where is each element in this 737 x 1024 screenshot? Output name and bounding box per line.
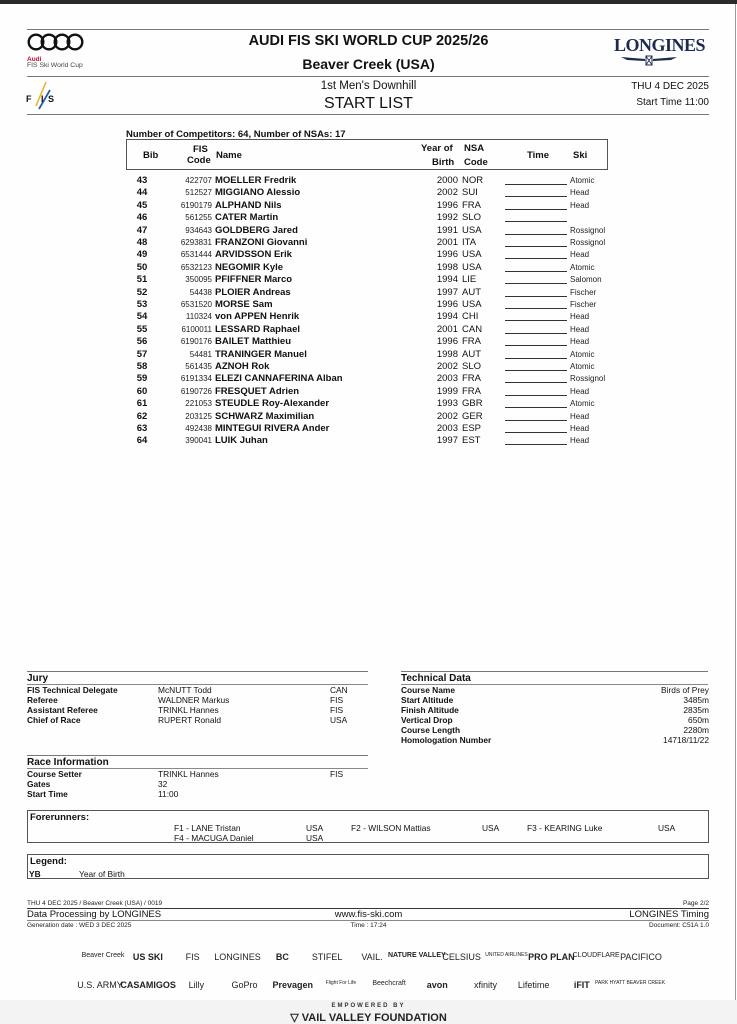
jury-member-name: WALDNER Markus [158,695,230,705]
race-info-nation: FIS [330,769,344,779]
fis-code-cell: 6190176 [180,337,212,347]
year-of-birth-cell: 2003 [436,423,458,434]
fis-code-cell: 203125 [185,411,212,421]
ski-brand-cell: Head [570,250,590,260]
nsa-code-cell: SLO [462,212,482,224]
year-of-birth-cell: 1996 [436,249,458,261]
race-info-value: 32 [158,779,168,789]
time-blank-line [505,386,567,396]
table-row [0,435,737,447]
ski-brand-cell: Head [570,188,590,198]
name-cell: MORSE Sam [215,299,273,310]
jury-member-name: RUPERT Ronald [158,715,221,725]
vvf-label: VAIL VALLEY FOUNDATION [301,1012,447,1024]
jury-nation: USA [330,715,348,725]
footer-timing: LONGINES Timing [629,909,709,920]
table-row [0,361,737,373]
fis-code-cell: 6532123 [180,262,212,272]
nsa-code-cell: ITA [462,237,477,248]
jury-role: Chief of Race [27,715,81,725]
event-date: THU 4 DEC 2025 [631,81,709,92]
ski-brand-cell: Atomic [570,349,595,359]
footer-document: Document: C51A 1.0 [649,922,709,929]
nsa-code-cell: SLO [462,361,482,372]
name-cell: ARVIDSSON Erik [215,249,292,261]
vvf-mark-icon: ▽ [290,1012,299,1024]
year-of-birth-cell: 1998 [436,348,458,360]
sponsor-logo: Lifetime [517,980,550,990]
legend-title: Legend: [30,856,67,867]
table-header [126,139,608,170]
header-yob-1: Year of [421,143,453,154]
technical-value: 3485m [683,695,709,705]
time-blank-line [505,324,567,334]
name-cell: AZNOH Rok [215,361,270,372]
jury-nation: FIS [330,705,344,715]
fis-code-cell: 6191334 [180,374,212,384]
ski-brand-cell: Head [570,436,590,446]
time-blank-line [505,411,567,421]
name-cell: MINTEGUI RIVERA Ander [215,423,330,434]
ski-brand-cell: Head [570,386,590,396]
name-cell: PLOIER Andreas [215,286,291,298]
nsa-code-cell: USA [462,261,482,273]
bib-cell: 50 [136,261,148,273]
empowered-by-label: EMPOWERED BY [331,1003,406,1009]
bib-cell: 52 [136,286,148,298]
bib-cell: 63 [136,423,148,434]
sponsor-logo: Flight For Life [325,980,357,986]
sponsor-logo: GoPro [231,980,258,990]
name-cell: STEUDLE Roy-Alexander [215,398,330,410]
forerunner-1-nation: USA [306,823,324,833]
ski-brand-cell: Head [570,200,590,210]
technical-value: Birds of Prey [661,685,709,695]
technical-value: 2280m [683,725,709,735]
nsa-code-cell: CHI [462,311,479,323]
jury-top-rule [27,671,368,672]
bib-cell: 57 [136,348,148,360]
time-blank-line [505,361,567,371]
nsa-code-cell: AUT [462,348,481,360]
window-top-bar [0,0,737,4]
year-of-birth-cell: 1994 [436,274,458,286]
technical-label: Homologation Number [401,735,492,745]
time-blank-line [505,349,567,359]
sponsor-logo: CASAMIGOS [120,980,176,990]
table-row [0,349,737,361]
sponsor-logo: PACIFICO [620,952,662,962]
ski-brand-cell: Atomic [570,262,595,272]
bib-cell: 55 [136,323,148,335]
table-row [0,423,737,435]
race-info-top-rule [27,755,368,756]
table-row [0,311,737,323]
race-info-value: TRINKL Hannes [158,769,219,779]
sponsor-logo: Beaver Creek [81,952,125,959]
sponsor-logo: PRO PLAN [528,952,575,962]
jury-nation: FIS [330,695,344,705]
footer-doc-ref: THU 4 DEC 2025 / Beaver Creek (USA) / 0019 [27,900,163,907]
competitors-summary: Number of Competitors: 64, Number of NSAs: 17 [126,129,346,140]
nsa-code-cell: FRA [462,385,481,397]
event-name: 1st Men's Downhill [320,80,417,92]
table-row [0,237,737,249]
nsa-code-cell: USA [462,249,482,261]
sponsor-logo: iFIT [573,980,590,990]
time-blank-line [505,212,567,222]
sponsor-logo: PARK HYATT BEAVER CREEK [594,980,666,986]
table-row [0,274,737,286]
technical-label: Course Name [401,685,455,695]
sponsor-logo: VAIL. [361,952,383,962]
bib-cell: 48 [136,237,148,248]
document-type: START LIST [324,95,413,112]
sponsor-logo: NATURE VALLEY [387,952,446,959]
table-row [0,336,737,348]
audi-brand-label: Audi [27,56,42,63]
fis-code-cell: 934643 [185,225,212,235]
sponsor-logo: Beechcraft [372,980,406,987]
header-yob-2: Birth [432,157,455,168]
time-blank-line [505,299,567,309]
header-ski: Ski [573,150,588,161]
bib-cell: 64 [136,435,148,447]
longines-logo: LONGINES [613,35,705,55]
name-cell: MIGGIANO Alessio [215,187,301,199]
technical-label: Vertical Drop [401,715,453,725]
nsa-code-cell: GBR [462,398,483,410]
year-of-birth-cell: 1998 [436,261,458,273]
fis-code-cell: 422707 [185,176,212,185]
year-of-birth-cell: 2002 [436,410,458,422]
bib-cell: 43 [136,175,148,186]
nsa-code-cell: USA [462,299,482,310]
technical-value: 14718/11/22 [663,735,709,745]
legend-abbr: YB [29,869,41,879]
footer-website-link[interactable]: www.fis-ski.com [334,909,403,920]
time-blank-line [505,287,567,297]
year-of-birth-cell: 2000 [436,175,458,186]
name-cell: LESSARD Raphael [215,323,300,335]
time-blank-line [505,187,567,197]
year-of-birth-cell: 1992 [436,212,458,224]
technical-value: 650m [688,715,709,725]
table-row [0,225,737,237]
table-row [0,287,737,299]
fis-code-cell: 221053 [185,399,212,409]
header-time: Time [527,150,550,161]
time-blank-line [505,398,567,408]
forerunner-3: F3 - KEARING Luke [527,823,603,833]
jury-title: Jury [27,673,49,684]
header-nsa-2: Code [464,157,488,168]
year-of-birth-cell: 1994 [436,311,458,323]
svg-text:F: F [26,94,32,104]
header-fis-code-1: FIS [193,144,208,155]
table-row [0,200,737,212]
name-cell: PFIFFNER Marco [215,274,293,286]
footer-page: Page 2/2 [682,900,709,907]
page-right-edge [735,4,736,1024]
header-bib: Bib [143,150,159,161]
sponsor-logo: BC [275,952,289,962]
time-blank-line [505,175,567,185]
bib-cell: 44 [136,187,148,199]
name-cell: FRESQUET Adrien [215,385,300,397]
ski-brand-cell: Rossignol [570,225,606,235]
fis-code-cell: 6531444 [180,250,212,260]
year-of-birth-cell: 2002 [436,361,458,372]
header-name: Name [216,150,242,161]
technical-label: Start Altitude [401,695,454,705]
name-cell: TRANINGER Manuel [215,348,307,360]
technical-value: 2835m [683,705,709,715]
time-blank-line [505,237,567,247]
ski-brand-cell: Head [570,411,590,421]
jury-member-name: TRINKL Hannes [158,705,219,715]
forerunner-2-nation: USA [482,823,500,833]
nsa-code-cell: NOR [462,175,484,186]
nsa-code-cell: GER [462,410,483,422]
forerunners-title: Forerunners: [30,812,90,823]
header-fis-code-2: Code [187,155,211,166]
bib-cell: 53 [136,299,148,310]
nsa-code-cell: FRA [462,199,481,211]
ski-brand-cell: Rossignol [570,374,606,384]
header-bottom-rule [27,114,709,115]
name-cell: FRANZONI Giovanni [215,237,308,248]
bib-cell: 56 [136,336,148,348]
time-blank-line [505,373,567,383]
table-row [0,324,737,336]
bib-cell: 49 [136,249,148,261]
header-top-rule [27,29,709,30]
sponsor-logo: CLOUDFLARE [572,952,620,959]
time-blank-line [505,423,567,433]
forerunner-2: F2 - WILSON Mattias [351,823,431,833]
venue-title: Beaver Creek (USA) [302,56,435,72]
nsa-code-cell: EST [462,435,481,447]
race-info-value: 11:00 [158,789,179,799]
ski-brand-cell: Head [570,337,590,347]
forerunner-4: F4 - MACUGA Daniel [174,833,254,843]
name-cell: SCHWARZ Maximilian [215,410,315,422]
ski-brand-cell: Fischer [570,287,597,297]
sponsor-logo: CELSIUS [442,952,481,962]
ski-brand-cell: Head [570,312,590,322]
race-info-label: Start Time [27,789,68,799]
table-row [0,262,737,274]
year-of-birth-cell: 1996 [436,336,458,348]
ski-brand-cell: Head [570,324,590,334]
technical-top-rule [401,671,708,672]
fis-code-cell: 492438 [185,424,212,433]
bib-cell: 54 [136,311,148,323]
bib-cell: 51 [136,274,148,286]
time-blank-line [505,311,567,321]
header-nsa-1: NSA [464,143,485,154]
forerunner-4-nation: USA [306,833,324,843]
svg-text:S: S [48,94,55,104]
time-blank-line [505,336,567,346]
fis-code-cell: 6190179 [180,200,212,210]
ski-brand-cell: Atomic [570,362,595,371]
technical-label: Finish Altitude [401,705,459,715]
ski-brand-cell: Head [570,424,590,433]
sponsor-logo: LONGINES [214,952,261,962]
time-blank-line [505,225,567,235]
name-cell: ELEZI CANNAFERINA Alban [215,373,343,385]
nsa-code-cell: SUI [462,187,478,199]
fis-code-cell: 561435 [185,362,212,371]
nsa-code-cell: USA [462,224,482,236]
nsa-code-cell: FRA [462,336,481,348]
sponsor-logo: U.S. ARMY [77,980,123,990]
nsa-code-cell: FRA [462,373,481,385]
bib-cell: 58 [136,361,148,372]
name-cell: ALPHAND Nils [215,199,282,211]
name-cell: BAILET Matthieu [215,336,291,348]
nsa-code-cell: CAN [462,323,483,335]
name-cell: LUIK Juhan [215,435,268,447]
fis-code-cell: 54438 [189,287,212,297]
ski-brand-cell: Fischer [570,300,597,309]
sponsor-logo: FIS [185,952,200,962]
longines-wings-icon [619,54,679,66]
fis-code-cell: 512527 [185,188,212,198]
table-row [0,386,737,398]
table-row [0,398,737,410]
sponsor-logo: Prevagen [272,980,313,990]
sponsor-logo: avon [426,980,448,990]
table-row [0,212,737,224]
fis-code-cell: 54481 [189,349,212,359]
name-cell: GOLDBERG Jared [215,224,298,236]
legend-box [27,854,709,879]
footer-time: Time : 17:24 [350,922,387,929]
table-row [0,411,737,423]
fis-code-cell: 390041 [185,436,212,446]
race-info-label: Course Setter [27,769,82,779]
year-of-birth-cell: 1999 [436,385,458,397]
sponsor-logo: Lilly [188,980,205,990]
jury-member-name: McNUTT Todd [158,685,212,695]
year-of-birth-cell: 2001 [436,237,458,248]
year-of-birth-cell: 2001 [436,323,458,335]
audi-subtitle: FIS Ski World Cup [27,62,83,69]
time-blank-line [505,435,567,445]
race-info-title: Race Information [27,757,109,768]
sponsor-logo: US SKI [132,952,163,962]
table-row [0,187,737,199]
ski-brand-cell: Salomon [570,275,602,285]
footer-rule-2 [27,920,709,921]
fis-code-cell: 110324 [185,312,212,322]
nsa-code-cell: LIE [462,274,477,286]
race-info-label: Gates [27,779,51,789]
name-cell: CATER Martin [215,212,279,224]
legend-meaning: Year of Birth [79,869,125,879]
bib-cell: 60 [136,385,148,397]
bib-cell: 47 [136,224,148,236]
jury-role: Assistant Referee [27,705,98,715]
event-start-time: Start Time 11:00 [636,97,709,108]
bib-cell: 62 [136,410,148,422]
table-row [0,299,737,311]
footer-processing: Data Processing by LONGINES [27,909,162,920]
fis-code-cell: 350095 [185,275,212,285]
table-row [0,175,737,187]
fis-code-cell: 6531520 [180,300,212,309]
nsa-code-cell: AUT [462,286,481,298]
footer-generation-date: Generation date : WED 3 DEC 2025 [27,922,132,929]
technical-label: Course Length [401,725,461,735]
jury-nation: CAN [330,685,348,695]
time-blank-line [505,249,567,259]
forerunner-3-nation: USA [658,823,676,833]
fis-code-cell: 6293831 [180,238,212,247]
ski-brand-cell: Atomic [570,399,595,409]
forerunner-1: F1 - LANE Tristan [174,823,241,833]
year-of-birth-cell: 1991 [436,224,458,236]
year-of-birth-cell: 1997 [436,286,458,298]
year-of-birth-cell: 1996 [436,199,458,211]
table-row [0,249,737,261]
competition-title: AUDI FIS SKI WORLD CUP 2025/26 [248,33,489,49]
technical-title: Technical Data [401,673,471,684]
ski-brand-cell: Rossignol [570,238,606,247]
name-cell: MOELLER Fredrik [215,175,297,186]
table-row [0,373,737,385]
time-blank-line [505,274,567,284]
year-of-birth-cell: 1993 [436,398,458,410]
bib-cell: 59 [136,373,148,385]
sponsor-logo: STIFEL [311,952,343,962]
jury-role: FIS Technical Delegate [27,685,118,695]
bib-cell: 46 [136,212,148,224]
name-cell: von APPEN Henrik [215,311,300,323]
jury-role: Referee [27,695,58,705]
bib-cell: 61 [136,398,148,410]
year-of-birth-cell: 1997 [436,435,458,447]
svg-text:I: I [41,94,44,104]
nsa-code-cell: ESP [462,423,482,434]
vail-valley-foundation-logo [0,1011,737,1024]
year-of-birth-cell: 2002 [436,187,458,199]
bib-cell: 45 [136,199,148,211]
name-cell: NEGOMIR Kyle [215,261,284,273]
time-blank-line [505,262,567,272]
ski-brand-cell: Atomic [570,176,595,185]
sponsor-logo: xfinity [473,980,497,990]
sponsor-logo: UNITED AIRLINES [485,952,528,958]
fis-code-cell: 561255 [185,213,212,223]
fis-code-cell: 6100011 [181,324,212,334]
year-of-birth-cell: 1996 [436,299,458,310]
year-of-birth-cell: 2003 [436,373,458,385]
time-blank-line [505,200,567,210]
header-mid-rule [27,76,709,77]
fis-code-cell: 6190726 [180,386,212,396]
